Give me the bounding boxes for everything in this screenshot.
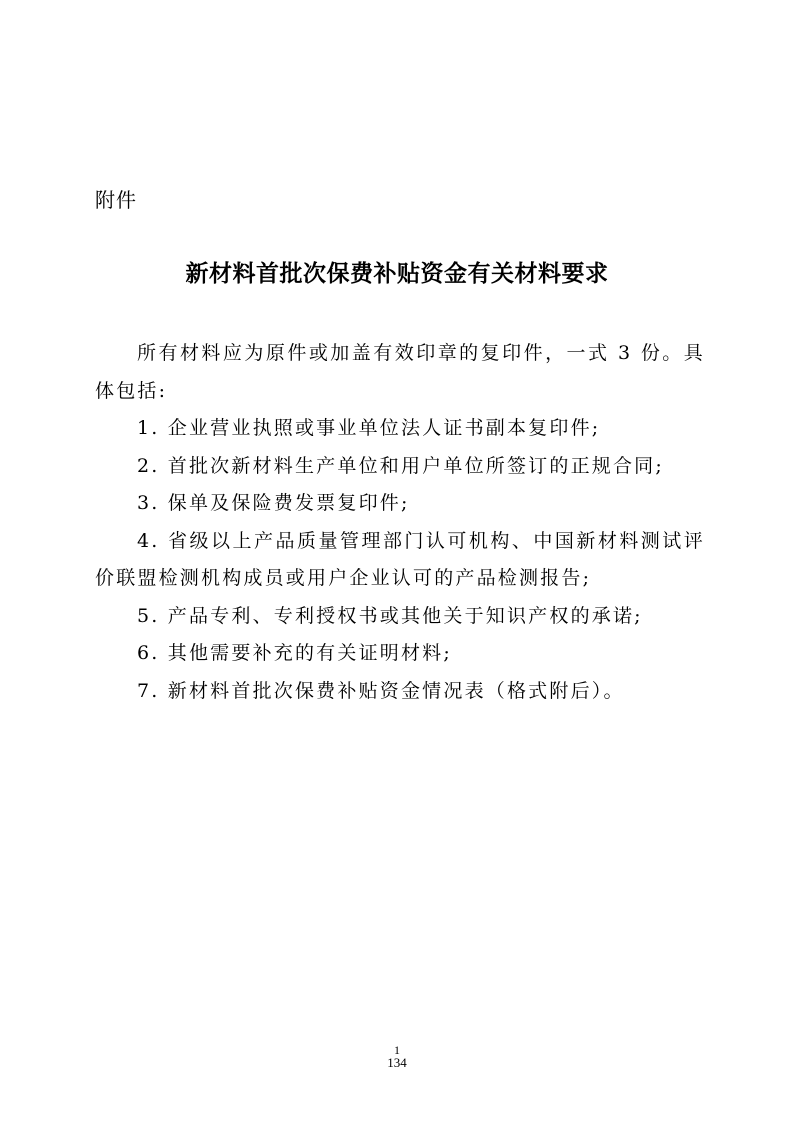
page-number-total: 134 <box>387 1055 407 1070</box>
document-body <box>95 335 705 710</box>
list-item: 3. 保单及保险费发票复印件; <box>137 492 410 514</box>
list-item: 4. 省级以上产品质量管理部门认可机构、中国新材料测试评价联盟检测机构成员或用户企业认可的产品检测报告; <box>95 529 705 589</box>
list-item: 5. 产品专利、专利授权书或其他关于知识产权的承诺; <box>137 604 643 627</box>
list-item: 2. 首批次新材料生产单位和用户单位所签订的正规合同; <box>137 454 664 477</box>
requirements-list <box>95 410 705 710</box>
document-title: 新材料首批次保费补贴资金有关材料要求 <box>185 261 609 287</box>
intro-paragraph: 所有材料应为原件或加盖有效印章的复印件，一式 3 份。具体包括: <box>95 342 705 402</box>
list-item: 1. 企业营业执照或事业单位法人证书副本复印件; <box>137 417 601 439</box>
page-number-local: 1 <box>394 1043 400 1057</box>
list-item: 6. 其他需要补充的有关证明材料; <box>137 642 452 664</box>
list-item: 7. 新材料首批次保费补贴资金情况表（格式附后）。 <box>137 679 625 702</box>
attachment-label: 附件 <box>95 188 137 212</box>
